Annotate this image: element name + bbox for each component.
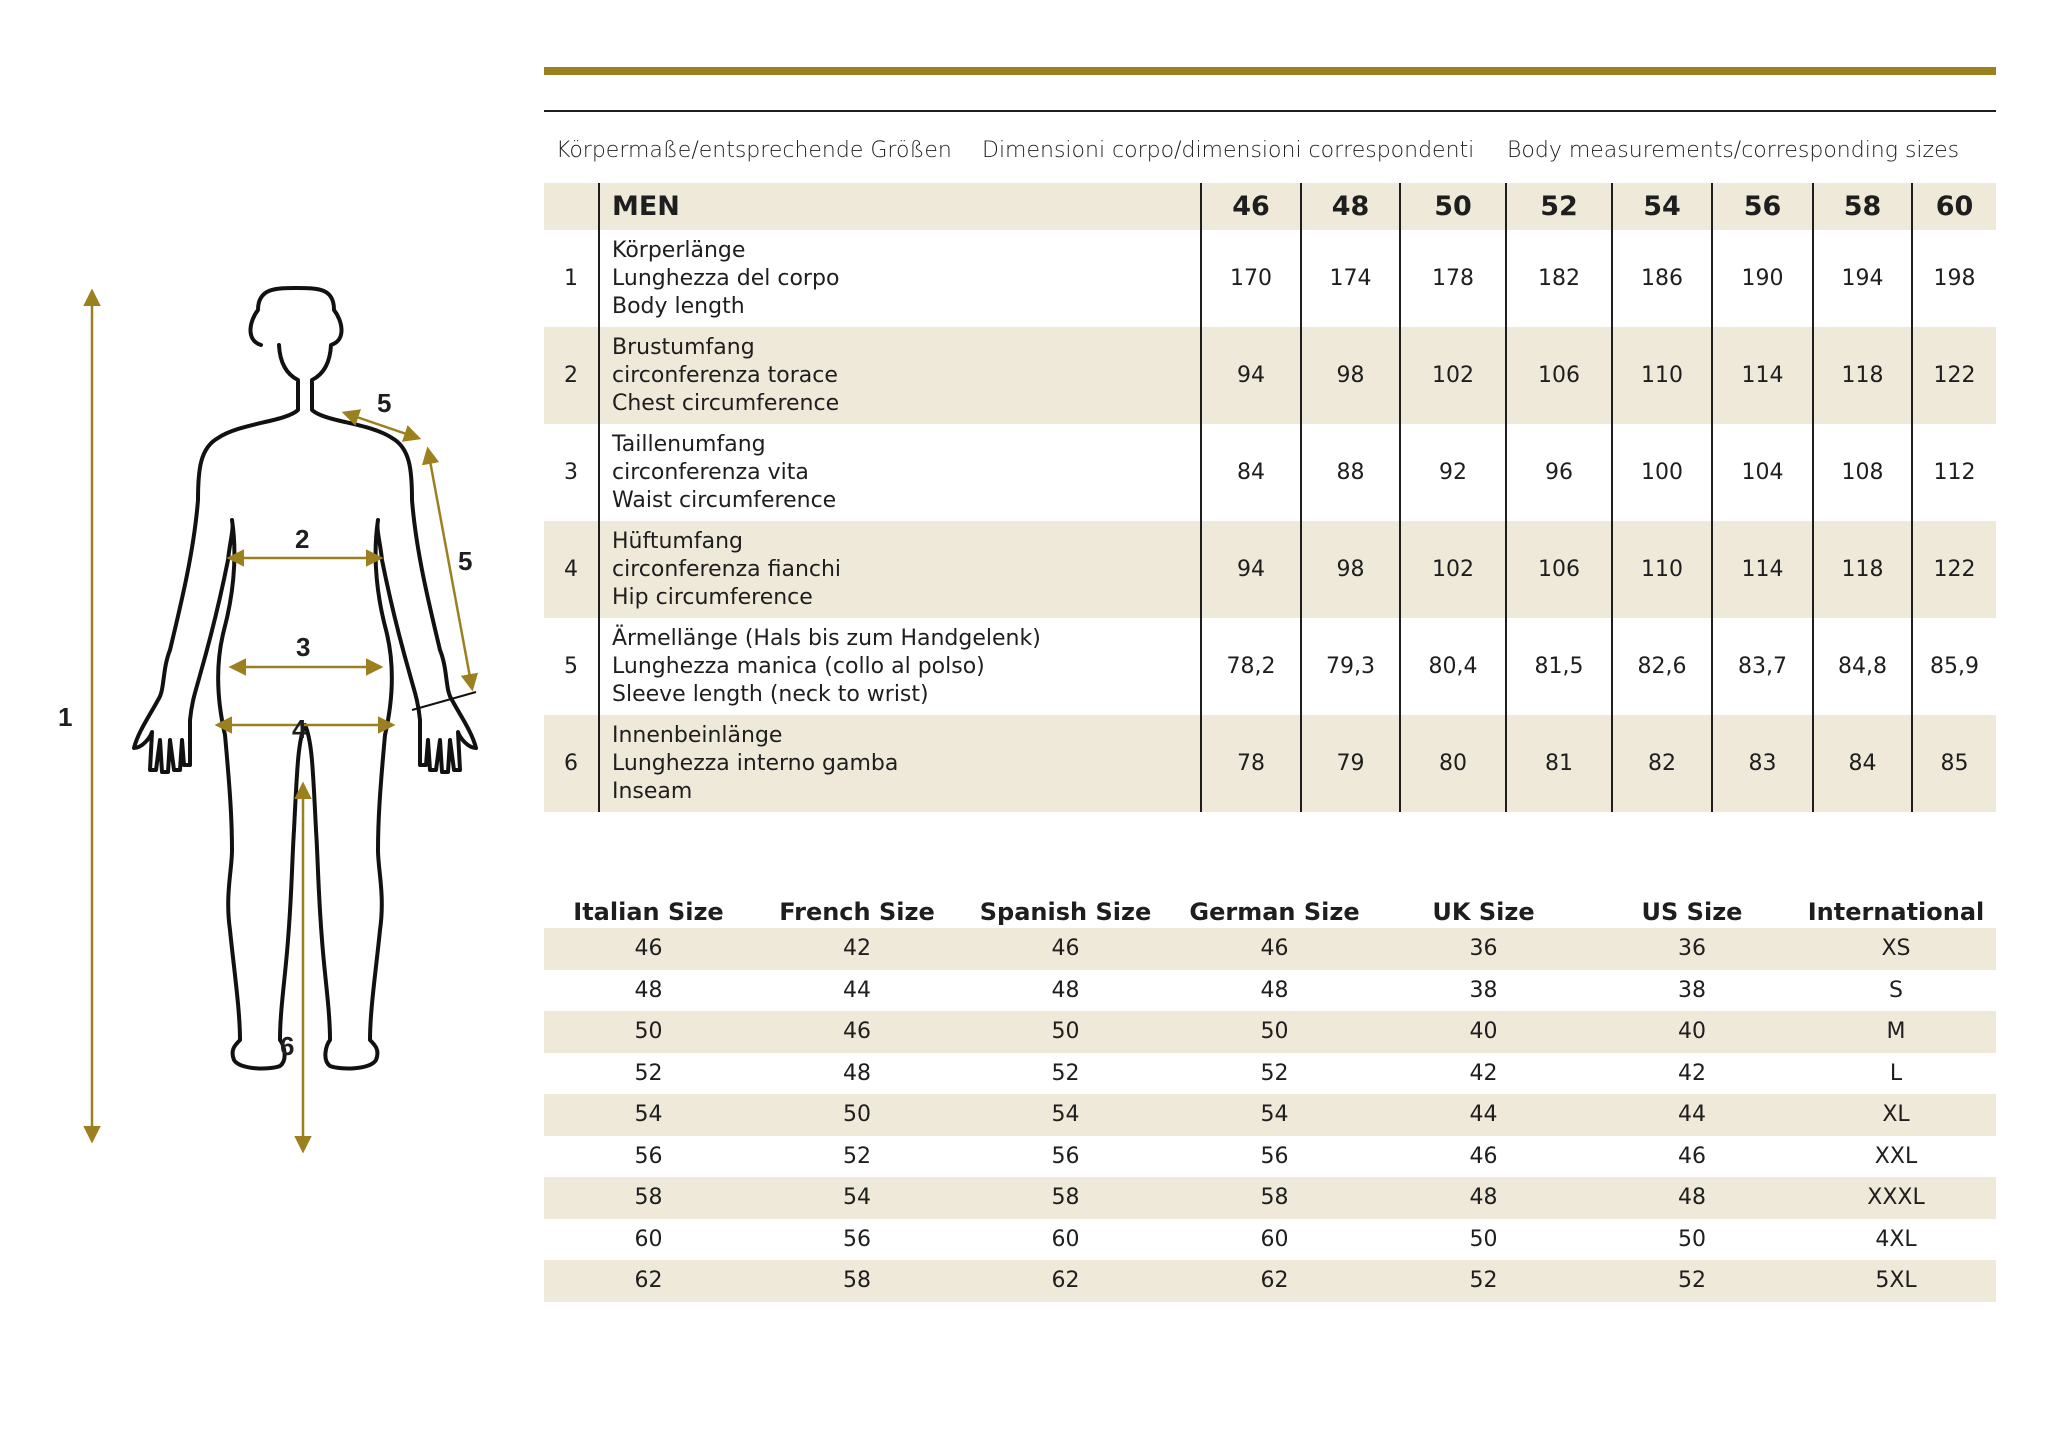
measurement-value: 81,5 <box>1506 618 1612 715</box>
conversion-cell: 50 <box>1170 1011 1379 1053</box>
measurement-value: 182 <box>1506 230 1612 327</box>
row-label <box>599 715 1201 812</box>
measurement-value: 112 <box>1912 424 1996 521</box>
section-headings <box>544 138 1996 174</box>
label-english: Chest circumference <box>612 390 840 416</box>
measurement-value: 104 <box>1712 424 1813 521</box>
measurement-value: 118 <box>1813 327 1912 424</box>
conversion-cell: 50 <box>753 1094 961 1136</box>
label-english: Sleeve length (neck to wrist) <box>612 681 929 707</box>
conversion-cell: 58 <box>753 1260 961 1302</box>
conversion-cell: 60 <box>634 1226 663 1252</box>
measurement-value: 170 <box>1201 230 1301 327</box>
measurement-value: 108 <box>1813 424 1912 521</box>
measurement-row <box>544 424 1996 521</box>
figure-label-4: 4 <box>292 714 307 744</box>
label-english: Hip circumference <box>612 584 813 610</box>
label-english: Body length <box>612 293 745 319</box>
conversion-cell: 48 <box>1588 1177 1796 1219</box>
conversion-cell: 62 <box>961 1260 1170 1302</box>
measurement-row <box>544 521 1996 618</box>
conversion-row <box>544 1177 1996 1219</box>
size-header-48: 48 <box>1301 183 1400 230</box>
conversion-cell: 52 <box>1379 1260 1588 1302</box>
conversion-cell: 48 <box>634 977 663 1003</box>
measurement-value: 78,2 <box>1201 618 1301 715</box>
conversion-cell: 54 <box>961 1094 1170 1136</box>
conversion-cell: 36 <box>1588 928 1796 970</box>
conversion-column-header: UK Size <box>1432 898 1535 926</box>
size-header-52: 52 <box>1506 183 1612 230</box>
conversion-cell: M <box>1796 1011 1996 1053</box>
conversion-cell: 48 <box>1051 977 1080 1003</box>
size-header-56: 56 <box>1712 183 1813 230</box>
conversion-cell: 50 <box>544 1011 753 1053</box>
label-german: Körperlänge <box>612 237 746 263</box>
conversion-row <box>544 928 1996 970</box>
figure-label-1: 1 <box>58 702 73 732</box>
measurement-value: 198 <box>1912 230 1996 327</box>
measurement-value: 100 <box>1612 424 1712 521</box>
row-label <box>599 424 1201 521</box>
label-german: Hüftumfang <box>612 528 743 554</box>
conversion-cell: 56 <box>1051 1143 1080 1169</box>
conversion-column-header: French Size <box>779 898 935 926</box>
conversion-cell: 44 <box>843 977 871 1003</box>
size-header-58: 58 <box>1813 183 1912 230</box>
row-index: 1 <box>564 266 578 291</box>
measurement-value: 174 <box>1301 230 1400 327</box>
row-index: 6 <box>544 715 599 812</box>
conversion-cell: 58 <box>961 1177 1170 1219</box>
conversion-cell: 38 <box>1678 977 1706 1003</box>
measurement-value: 98 <box>1301 521 1400 618</box>
header-blank-cell <box>544 183 599 230</box>
conversion-cell: XS <box>1796 928 1996 970</box>
conversion-cell: 50 <box>1678 1226 1706 1252</box>
measurement-value: 190 <box>1712 230 1813 327</box>
measurement-value: 178 <box>1400 230 1506 327</box>
conversion-cell: 54 <box>544 1094 753 1136</box>
label-italian: Lunghezza manica (collo al polso) <box>612 653 985 679</box>
label-german: Taillenumfang <box>612 431 766 457</box>
measurement-value: 83 <box>1712 715 1813 812</box>
conversion-cell: 56 <box>1260 1143 1289 1169</box>
conversion-cell: 42 <box>1678 1060 1706 1086</box>
measurement-value: 88 <box>1301 424 1400 521</box>
conversion-cell: 46 <box>1170 928 1379 970</box>
size-header-54: 54 <box>1612 183 1712 230</box>
measurement-value: 84 <box>1813 715 1912 812</box>
header-divider <box>544 110 1996 112</box>
body-measurements-table <box>544 183 1996 812</box>
body-silhouette <box>134 288 476 1068</box>
measurement-value: 80,4 <box>1400 618 1506 715</box>
measurement-value: 79 <box>1301 715 1400 812</box>
label-german: Ärmellänge (Hals bis zum Handgelenk) <box>612 625 1041 651</box>
conversion-cell: 36 <box>1379 928 1588 970</box>
row-index: 2 <box>544 327 599 424</box>
conversion-cell: 44 <box>1588 1094 1796 1136</box>
conversion-cell: 62 <box>544 1260 753 1302</box>
top-accent-bar <box>544 67 1996 75</box>
body-measurement-figure <box>40 270 510 1170</box>
conversion-cell: 60 <box>1260 1226 1289 1252</box>
conversion-cell: 56 <box>843 1226 871 1252</box>
conversion-cell: 50 <box>961 1011 1170 1053</box>
conversion-cell: 60 <box>1051 1226 1080 1252</box>
measurement-row <box>544 618 1996 715</box>
size-header-46: 46 <box>1201 183 1301 230</box>
measurement-value: 94 <box>1201 521 1301 618</box>
measurement-value: 114 <box>1712 521 1813 618</box>
conversion-row <box>544 1053 1996 1095</box>
conversion-cell: 52 <box>1588 1260 1796 1302</box>
measurement-value: 106 <box>1506 521 1612 618</box>
label-english: Inseam <box>612 778 693 804</box>
conversion-cell: XXXL <box>1796 1177 1996 1219</box>
conversion-column-header: Italian Size <box>573 898 724 926</box>
conversion-row <box>544 1136 1996 1178</box>
measurement-row <box>544 327 1996 424</box>
label-italian: Lunghezza interno gamba <box>612 750 899 776</box>
conversion-cell: 40 <box>1588 1011 1796 1053</box>
figure-label-3: 3 <box>296 632 311 662</box>
row-label <box>599 521 1201 618</box>
conversion-row <box>544 1011 1996 1053</box>
label-english: Waist circumference <box>612 487 837 513</box>
measurement-row <box>544 715 1996 812</box>
conversion-cell: 42 <box>1469 1060 1498 1086</box>
heading-english: Body measurements/corresponding sizes <box>1507 138 1960 163</box>
conversion-cell: 48 <box>1260 977 1289 1003</box>
conversion-header-row <box>544 883 1996 928</box>
measurement-value: 81 <box>1506 715 1612 812</box>
conversion-cell: 50 <box>1469 1226 1498 1252</box>
measurement-header-row <box>544 183 1996 230</box>
conversion-cell: 46 <box>1469 1143 1498 1169</box>
conversion-cell: 42 <box>753 928 961 970</box>
measurement-value: 85,9 <box>1912 618 1996 715</box>
conversion-cell: L <box>1889 1060 1903 1086</box>
measurement-value: 186 <box>1612 230 1712 327</box>
measurement-value: 79,3 <box>1301 618 1400 715</box>
conversion-column-header: International <box>1807 898 1985 926</box>
figure-label-5a: 5 <box>377 388 392 418</box>
size-header-60: 60 <box>1912 183 1996 230</box>
measurement-value: 84 <box>1201 424 1301 521</box>
size-header-50: 50 <box>1400 183 1506 230</box>
conversion-cell: 48 <box>1379 1177 1588 1219</box>
conversion-cell: S <box>1889 977 1903 1003</box>
measurement-value: 96 <box>1506 424 1612 521</box>
row-label <box>599 327 1201 424</box>
row-label <box>599 230 1201 327</box>
measurement-value: 84,8 <box>1813 618 1912 715</box>
conversion-cell: 58 <box>1170 1177 1379 1219</box>
conversion-cell: 46 <box>961 928 1170 970</box>
label-german: Innenbeinlänge <box>612 722 783 748</box>
conversion-row <box>544 1094 1996 1136</box>
measurement-value: 83,7 <box>1712 618 1813 715</box>
conversion-row <box>544 1260 1996 1302</box>
conversion-cell: 52 <box>634 1060 663 1086</box>
measurement-value: 118 <box>1813 521 1912 618</box>
measurement-value: 106 <box>1506 327 1612 424</box>
conversion-cell: XXL <box>1874 1143 1918 1169</box>
measurement-value: 85 <box>1912 715 1996 812</box>
measurement-row <box>544 230 1996 327</box>
conversion-cell: 54 <box>1170 1094 1379 1136</box>
conversion-column-header: US Size <box>1641 898 1743 926</box>
conversion-cell: 46 <box>1678 1143 1706 1169</box>
measurement-value: 114 <box>1712 327 1813 424</box>
measurement-value: 102 <box>1400 327 1506 424</box>
figure-label-2: 2 <box>295 524 310 554</box>
conversion-cell: 58 <box>544 1177 753 1219</box>
size-conversion-table <box>544 883 1996 1302</box>
conversion-cell: 56 <box>634 1143 663 1169</box>
conversion-cell: 40 <box>1379 1011 1588 1053</box>
measurement-value: 122 <box>1912 327 1996 424</box>
measurement-value: 110 <box>1612 521 1712 618</box>
figure-label-5b: 5 <box>458 546 473 576</box>
conversion-cell: 62 <box>1170 1260 1379 1302</box>
header-men-label: MEN <box>599 183 1201 230</box>
label-italian: circonferenza fianchi <box>612 556 842 582</box>
conversion-cell: 4XL <box>1875 1226 1917 1252</box>
row-label <box>599 618 1201 715</box>
measurement-value: 82 <box>1612 715 1712 812</box>
conversion-cell: XL <box>1796 1094 1996 1136</box>
conversion-cell: 38 <box>1469 977 1498 1003</box>
label-german: Brustumfang <box>612 334 755 360</box>
conversion-cell: 46 <box>544 928 753 970</box>
measurement-value: 80 <box>1400 715 1506 812</box>
conversion-cell: 44 <box>1379 1094 1588 1136</box>
conversion-cell: 46 <box>753 1011 961 1053</box>
heading-italian: Dimensioni corpo/dimensioni correspondenti <box>982 138 1475 163</box>
conversion-row <box>544 970 1996 1012</box>
measurement-value: 94 <box>1201 327 1301 424</box>
measurement-value: 110 <box>1612 327 1712 424</box>
conversion-row <box>544 1219 1996 1261</box>
conversion-cell: 52 <box>843 1143 871 1169</box>
conversion-cell: 5XL <box>1796 1260 1996 1302</box>
measurement-value: 78 <box>1201 715 1301 812</box>
measurement-value: 92 <box>1400 424 1506 521</box>
measurement-value: 82,6 <box>1612 618 1712 715</box>
measurement-value: 122 <box>1912 521 1996 618</box>
conversion-column-header: German Size <box>1189 898 1360 926</box>
row-index: 4 <box>544 521 599 618</box>
row-index: 3 <box>564 460 578 485</box>
figure-label-6: 6 <box>280 1031 295 1061</box>
conversion-column-header: Spanish Size <box>979 898 1152 926</box>
row-index: 5 <box>564 654 578 679</box>
conversion-cell: 48 <box>843 1060 871 1086</box>
conversion-cell: 54 <box>753 1177 961 1219</box>
conversion-cell: 52 <box>1051 1060 1080 1086</box>
heading-german: Körpermaße/entsprechende Größen <box>556 138 952 163</box>
label-italian: circonferenza vita <box>612 459 809 485</box>
conversion-cell: 52 <box>1260 1060 1289 1086</box>
measurement-value: 102 <box>1400 521 1506 618</box>
measurement-value: 194 <box>1813 230 1912 327</box>
label-italian: Lunghezza del corpo <box>612 265 840 291</box>
measurement-value: 98 <box>1301 327 1400 424</box>
label-italian: circonferenza torace <box>612 362 838 388</box>
